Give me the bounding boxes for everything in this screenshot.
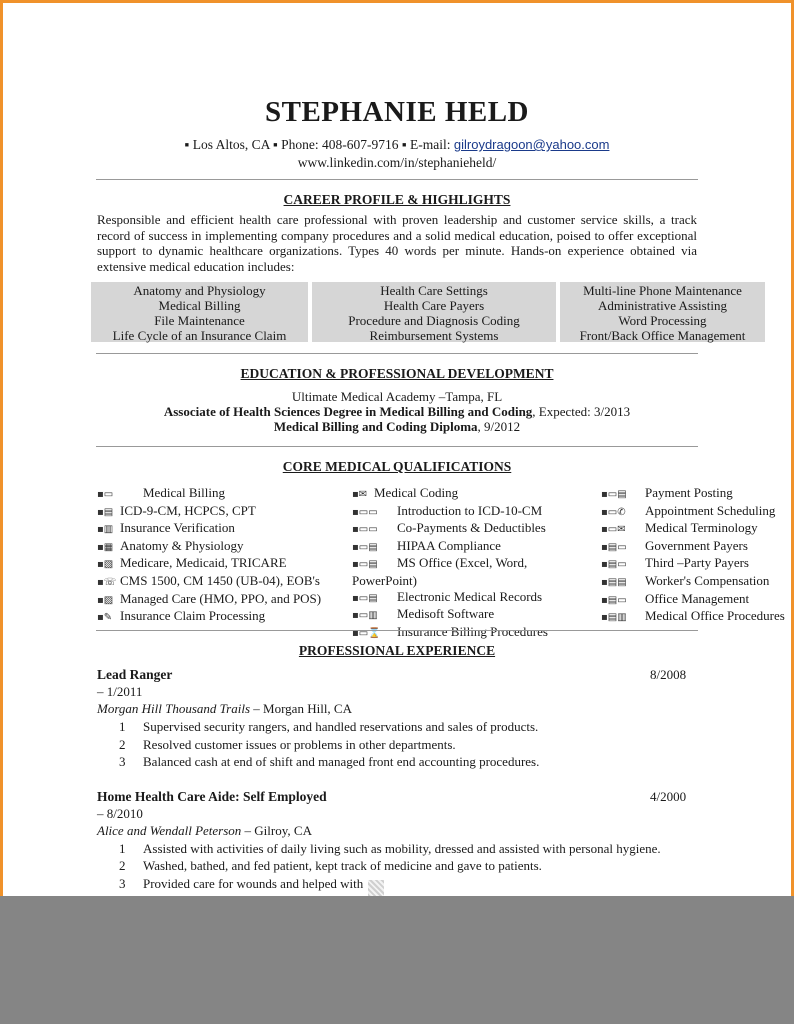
job-duty: 3 Balanced cash at end of shift and managed front end accounting procedures. [119,754,540,769]
qualification-item: ▪▭ Medical Billing [97,485,337,503]
document-icon: ▪▥ [97,524,114,536]
skills-column-2 [312,282,556,342]
qualification-item: ▪▭▭ Introduction to ICD-10-CM [352,503,588,521]
qualifications-column-1 [97,485,337,626]
skills-column-3 [560,282,765,342]
document-icon: ▪▤ [97,506,114,518]
contact-line [0,137,794,153]
job-duty: 3 Provided care for wounds and helped with [119,876,364,891]
skills-column-1 [91,282,308,342]
document-icon: ▪▤▤ [601,576,627,588]
skill-item: Reimbursement Systems [369,328,499,343]
skills-table [91,282,765,342]
skill-item: Health Care Settings [380,283,488,298]
linkedin-url[interactable]: www.linkedin.com/in/stephanieheld/ [297,155,497,170]
job-duty: 1 Assisted with activities of daily living such as mobility, dressed and assisted with personal hygiene. [119,841,661,856]
resume-name: STEPHANIE HELD [264,96,530,128]
hourglass-icon: ▪▭⌛ [352,627,381,639]
qualification-item: ▪✉ Medical Coding [352,485,588,503]
divider [96,630,698,631]
job-duty: 2 Resolved customer issues or problems in other departments. [119,737,456,752]
job-end-date: – 1/2011 [97,684,143,699]
diploma-date: , 9/2012 [477,419,521,434]
phone-icon: ▪☏ [97,576,117,588]
qualification-item: ▪▭▤ Electronic Medical Records [352,589,588,607]
education-school: Ultimate Medical Academy –Tampa, FL [291,389,503,404]
education-section-title: EDUCATION & PROFESSIONAL DEVELOPMENT [240,366,554,381]
experience-section-title: PROFESSIONAL EXPERIENCE [298,643,496,658]
degree-date: , Expected: 3/2013 [532,404,631,419]
job-title: Lead Ranger [97,667,173,682]
skill-item: Anatomy and Physiology [133,283,266,298]
qualification-item: ▪▧ Medicare, Medicaid, TRICARE [97,555,337,573]
watermark-thumbnail [368,880,384,896]
skill-item: Word Processing [618,313,707,328]
job-duty: 1 Supervised security rangers, and handled reservations and sales of products. [119,719,539,734]
divider [96,446,698,447]
divider [96,353,698,354]
folder-icon: ▪▭▭ [352,506,378,518]
qualifications-column-2 [352,485,588,641]
document-icon: ▪▨ [97,594,114,606]
qualification-item: ▪▭▤ HIPAA Compliance [352,538,588,556]
document-icon: ▪▤▭ [601,594,627,606]
document-icon: ▪▤▭ [601,541,627,553]
document-icon: ▪▭ [97,489,114,500]
qualification-item: ▪▤ ICD-9-CM, HCPCS, CPT [97,503,337,521]
qualification-item: ▪▦ Anatomy & Physiology [97,538,337,556]
qualifications-column-3 [601,485,791,626]
folder-icon: ▪▭▤ [352,592,378,604]
qualification-item: ▪▤▭ Office Management [601,591,791,609]
skill-item: Health Care Payers [383,298,485,313]
qualification-item: ▪▭✆ Appointment Scheduling [601,503,791,521]
job-end-date: – 8/2010 [97,806,143,821]
qualification-item: ▪▥ Insurance Verification [97,520,337,538]
email-link[interactable]: gilroydragoon@yahoo.com [453,137,610,152]
qualification-item: ▪✎ Insurance Claim Processing [97,608,337,626]
skill-item: Front/Back Office Management [579,328,746,343]
qualification-item: ▪▭▤ MS Office (Excel, Word, [352,555,588,573]
pencil-icon: ▪✎ [97,612,113,624]
document-icon: ▪▤▥ [601,612,627,624]
qualification-item: ▪☏ CMS 1500, CM 1450 (UB-04), EOB's [97,573,337,591]
folder-icon: ▪▭▭ [352,524,378,536]
preview-cutoff-band [0,896,794,1024]
folder-icon: ▪▭▤ [352,541,378,553]
diploma-name: Medical Billing and Coding Diploma [273,419,478,434]
qualification-item: ▪▭⌛ Insurance Billing Procedures [352,624,588,642]
mail-icon: ▪✉ [352,489,368,500]
document-icon: ▪▤▭ [601,559,627,571]
qualification-item-continued: PowerPoint) [352,572,417,588]
job-start-date: 8/2008 [650,667,687,682]
mail-icon: ▪▭✉ [601,524,626,536]
qualification-item: ▪▭▥ Medisoft Software [352,606,588,624]
document-icon: ▪▦ [97,541,114,553]
qualification-item: ▪▤▭ Third –Party Payers [601,555,791,573]
career-section-title: CAREER PROFILE & HIGHLIGHTS [283,192,511,207]
phone-icon: ▪▭✆ [601,506,626,518]
skill-item: Medical Billing [158,298,241,313]
qualification-item: ▪▨ Managed Care (HMO, PPO, and POS) [97,591,337,609]
skill-item: Life Cycle of an Insurance Claim [112,328,287,343]
folder-icon: ▪▭▤ [601,489,627,500]
job-company: Alice and Wendall Peterson – Gilroy, CA [97,823,312,838]
education-diploma [0,419,794,435]
job-start-date: 4/2000 [650,789,687,804]
skill-item: Multi-line Phone Maintenance [583,283,742,298]
document-icon: ▪▧ [97,559,114,571]
skill-item: File Maintenance [154,313,245,328]
qualifications-section-title: CORE MEDICAL QUALIFICATIONS [282,459,512,474]
divider [96,179,698,180]
job-duty: 2 Washed, bathed, and fed patient, kept track of medicine and gave to patients. [119,858,542,873]
job-company: Morgan Hill Thousand Trails – Morgan Hill, CA [97,701,352,716]
job-title: Home Health Care Aide: Self Employed [97,789,327,804]
qualification-item: ▪▭▭ Co-Payments & Deductibles [352,520,588,538]
degree-name: Associate of Health Sciences Degree in Medical Billing and Coding [163,404,533,419]
qualification-item: ▪▤▤ Worker's Compensation [601,573,791,591]
contact-details: ▪ Los Altos, CA ▪ Phone: 408-607-9716 ▪ E-mail: [184,137,454,152]
education-degree [0,404,794,420]
qualification-item: ▪▤▥ Medical Office Procedures [601,608,791,626]
qualification-item: ▪▭▤ Payment Posting [601,485,791,503]
folder-icon: ▪▭▥ [352,610,378,622]
qualification-item: ▪▭✉ Medical Terminology [601,520,791,538]
skill-item: Procedure and Diagnosis Coding [348,313,520,328]
skill-item: Administrative Assisting [598,298,727,313]
career-summary: Responsible and efficient health care professional with proven leadership and customer service skills, a track record of success in implementing company procedures and a solid medical education, poised to offer exceptional support to dynamic healthcare organizations. Types 40 words per minute. Hands-on experience obtained via extensive medical education includes: [97,212,697,274]
qualification-item: ▪▤▭ Government Payers [601,538,791,556]
folder-icon: ▪▭▤ [352,559,378,571]
